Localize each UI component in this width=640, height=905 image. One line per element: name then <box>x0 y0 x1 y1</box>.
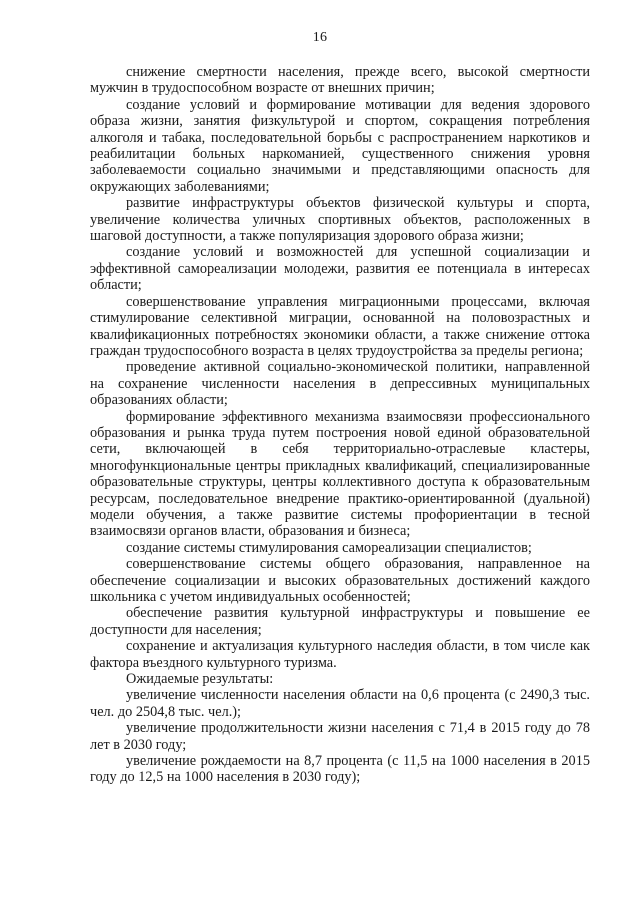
paragraph-socio-economic-policy: проведение активной социально-экономической политики, направленной на сохранение численности населения в депрессивных муниципальных образованиях области; <box>90 359 590 409</box>
paragraph-migration-management: совершенствование управления миграционными процессами, включая стимулирование селективной миграции, основанной на половозрастных и квалификационных потребностях экономики области, а также снижение оттока граждан трудоспособного возраста в целях трудоустройства за пределы региона; <box>90 293 590 359</box>
document-body <box>90 64 590 786</box>
paragraph-education-labour-market: формирование эффективного механизма взаимосвязи профессионального образования и рынка труда путем построения новой единой образовательной сети, включающей в себя территориально-отраслевые кластеры, многофункциональные центры прикладных квалификаций, специализированные образовательные структуры, центры коллективного доступа к образовательным ресурсам, последовательное внедрение практико-ориентированной (дуальной) модели обучения, а также развитие системы профориентации в тесной взаимосвязи органов власти, образования и бизнеса; <box>90 408 590 540</box>
paragraph-expected-results-heading: Ожидаемые результаты: <box>126 671 274 688</box>
paragraph-healthy-lifestyle: создание условий и формирование мотивации для ведения здорового образа жизни, занятия физкультурой и спортом, сокращения потребления алкоголя и табака, последовательной борьбы с распространением наркотиков и реабилитации больных наркоманией, существенного снижения уровня заболеваемости социально значимыми и представляющими опасность для окружающих заболеваниями; <box>90 96 590 195</box>
paragraph-general-education: совершенствование системы общего образования, направленное на обеспечение социализации и высоких образовательных достижений каждого школьника с учетом индивидуальных особенностей; <box>90 556 590 605</box>
paragraph-population-growth: увеличение численности населения области на 0,6 процента (с 2490,3 тыс. чел. до 2504,8 тыс. чел.); <box>90 687 590 720</box>
page-number: 16 <box>312 30 328 45</box>
paragraph-mortality-reduction: снижение смертности населения, прежде всего, высокой смертности мужчин в трудоспособном возрасте от внешних причин; <box>90 64 590 97</box>
paragraph-birth-rate: увеличение рождаемости на 8,7 процента (с 11,5 на 1000 населения в 2015 году до 12,5 на 1000 населения в 2030 году); <box>90 753 590 786</box>
paragraph-cultural-infrastructure: обеспечение развития культурной инфраструктуры и повышение ее доступности для населения; <box>90 605 590 638</box>
paragraph-specialist-self-realization: создание системы стимулирования самореализации специалистов; <box>126 539 532 556</box>
paragraph-life-expectancy: увеличение продолжительности жизни населения с 71,4 в 2015 году до 78 лет в 2030 году; <box>90 720 590 753</box>
paragraph-cultural-heritage: сохранение и актуализация культурного наследия области, в том числе как фактора въездного культурного туризма. <box>90 638 590 671</box>
paragraph-sports-infrastructure: развитие инфраструктуры объектов физической культуры и спорта, увеличение количества уличных спортивных объектов, расположенных в шаговой доступности, а также популяризация здорового образа жизни; <box>90 195 590 245</box>
paragraph-youth-socialization: создание условий и возможностей для успешной социализации и эффективной самореализации молодежи, развития ее потенциала в интересах области; <box>90 244 590 294</box>
